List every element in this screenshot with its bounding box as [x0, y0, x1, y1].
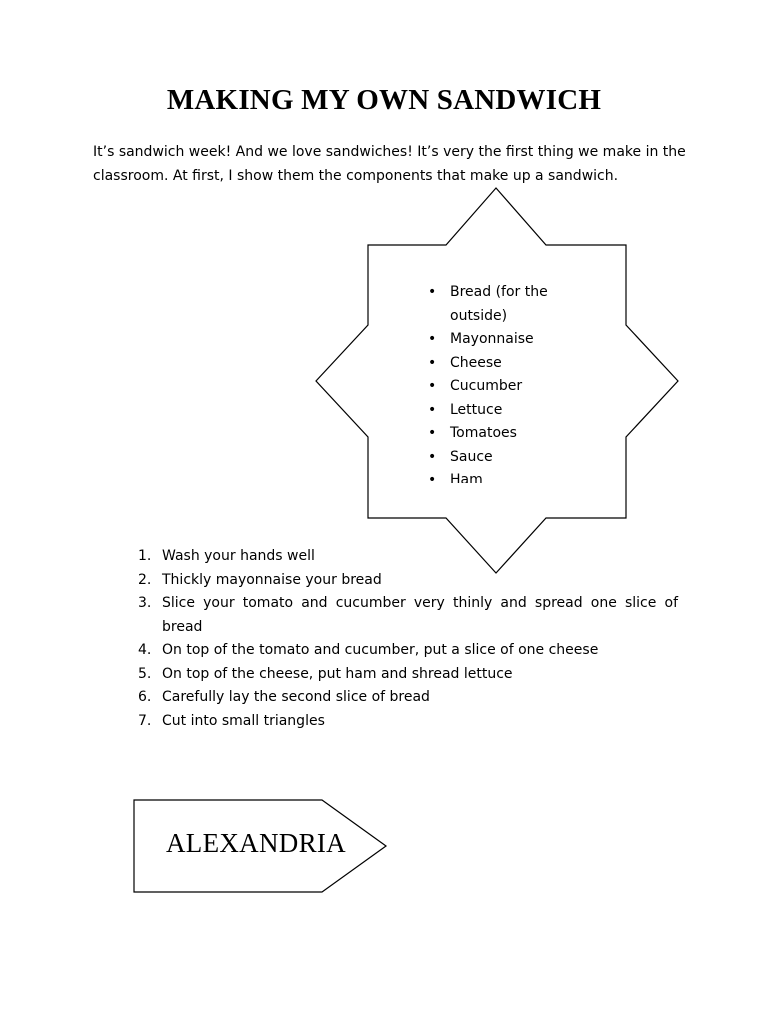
bullet-icon: •: [428, 472, 437, 483]
list-item: [428, 446, 578, 470]
ingredient-label: Ham: [450, 472, 483, 483]
step-text: Slice your tomato and cucumber very thinly and spread one slice of bread: [162, 595, 678, 635]
list-item: [428, 328, 578, 352]
bullet-icon: •: [428, 354, 437, 371]
ingredient-label: Sauce: [450, 448, 493, 465]
ingredient-label: Cucumber: [450, 378, 523, 394]
step-item: [138, 663, 678, 687]
list-item: [428, 469, 578, 483]
step-item: [138, 639, 678, 663]
page-title: MAKING MY OWN SANDWICH: [166, 84, 602, 116]
step-number: 1.: [138, 548, 152, 564]
step-text: Cut into small triangles: [162, 712, 325, 729]
step-number: 5.: [138, 665, 152, 682]
list-item: [428, 422, 578, 446]
ingredients-list: [428, 281, 578, 483]
step-number: 6.: [138, 689, 152, 705]
ingredient-label: Lettuce: [450, 401, 503, 418]
step-number: 4.: [138, 642, 152, 658]
ingredient-label: Cheese: [450, 354, 502, 371]
step-text: On top of the cheese, put ham and shread lettuce: [162, 665, 513, 682]
step-text: Wash your hands well: [162, 548, 315, 564]
bullet-icon: •: [428, 425, 437, 441]
bullet-icon: •: [428, 284, 437, 300]
list-item: [428, 375, 578, 399]
instructions-list: [138, 545, 678, 733]
step-text: Carefully lay the second slice of bread: [162, 689, 430, 705]
step-item: [138, 686, 678, 710]
step-item: [138, 710, 678, 734]
list-item: [428, 399, 578, 423]
step-item: [138, 545, 678, 569]
ingredient-label: Bread (for the outside): [450, 284, 548, 324]
step-item: [138, 569, 678, 593]
bullet-icon: •: [428, 448, 437, 465]
intro-paragraph: It’s sandwich week! And we love sandwiches! It’s very the first thing we make in the classroom. At first, I show them the components that make up a sandwich.: [93, 144, 686, 184]
list-item: [428, 281, 578, 328]
step-text: Thickly mayonnaise your bread: [162, 571, 382, 588]
step-item: [138, 592, 678, 639]
step-number: 3.: [138, 595, 152, 611]
bullet-icon: •: [428, 401, 437, 418]
step-number: 7.: [138, 712, 152, 729]
list-item: [428, 352, 578, 376]
ingredient-label: Mayonnaise: [450, 331, 534, 347]
bullet-icon: •: [428, 331, 437, 347]
step-number: 2.: [138, 571, 152, 588]
bullet-icon: •: [428, 378, 437, 394]
name-tag-label: ALEXANDRIA: [166, 828, 346, 858]
ingredient-label: Tomatoes: [450, 425, 517, 441]
step-text: On top of the tomato and cucumber, put a slice of one cheese: [162, 642, 599, 658]
